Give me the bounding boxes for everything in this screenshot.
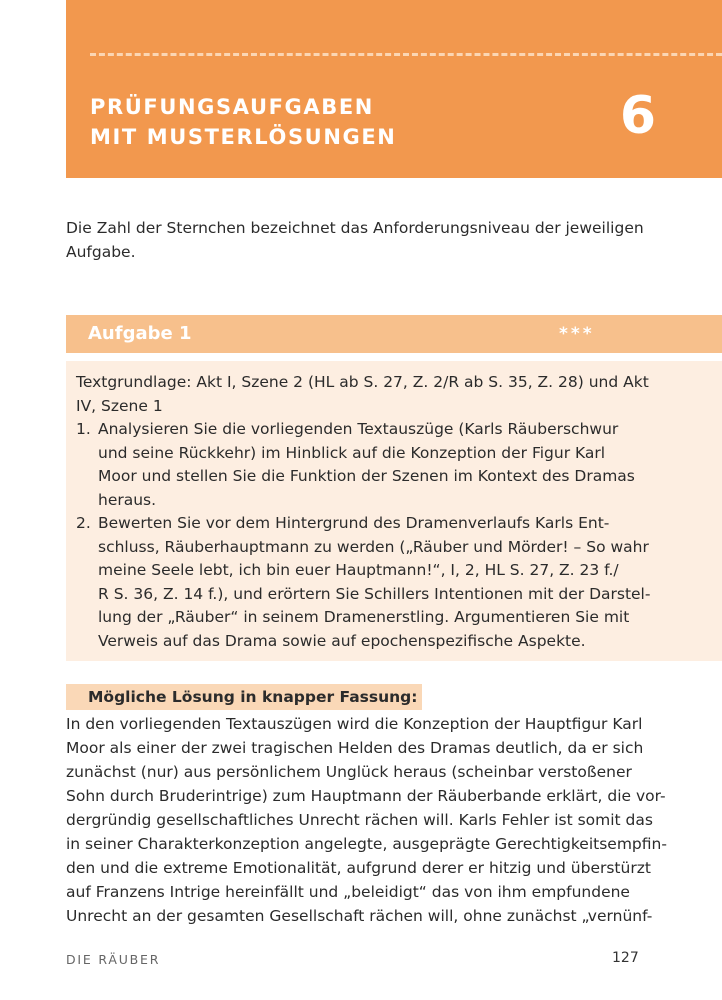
- task-item-line: heraus.: [98, 490, 157, 509]
- solution-line: Unrecht an der gesamten Gesellschaft rächen will, ohne zunächst „vernünf-: [66, 907, 653, 925]
- solution-line: In den vorliegenden Textauszügen wird die Konzeption der Hauptfigur Karl: [66, 715, 643, 733]
- task-item-line: Bewerten Sie vor dem Hintergrund des Dramenverlaufs Karls Ent-: [98, 514, 610, 532]
- solution-line: den und die extreme Emotionalität, aufgrund derer er hitzig und überstürzt: [66, 859, 651, 877]
- solution-line: auf Franzens Intrige hereinfällt und „beleidigt“ das von ihm empfundene: [66, 883, 630, 901]
- task-item: [76, 418, 676, 512]
- task-item-line: Moor und stellen Sie die Funktion der Szenen im Kontext des Dramas: [98, 467, 635, 485]
- task-item-number: 1.: [76, 420, 91, 438]
- header-dashed-divider: [90, 53, 722, 56]
- chapter-title-line: MIT MUSTERLÖSUNGEN: [90, 125, 397, 149]
- task-header-bar: [66, 315, 722, 353]
- task-item-number: 2.: [76, 514, 91, 532]
- task-text: [76, 371, 676, 653]
- task-box: [66, 361, 722, 661]
- solution-line: Moor als einer der zwei tragischen Helden des Dramas deutlich, da er sich: [66, 739, 644, 757]
- chapter-number: 6: [619, 86, 656, 146]
- solution-line: in seiner Charakterkonzeption angelegte, ausgeprägte Gerechtigkeitsempfin-: [66, 835, 667, 853]
- task-item-text: [98, 418, 635, 512]
- task-item-line: schluss, Räuberhauptmann zu werden („Räuber und Mörder! – So wahr: [98, 537, 649, 556]
- task-item: [76, 512, 676, 653]
- solution-heading-box: [66, 684, 422, 710]
- solution-text: [66, 712, 667, 928]
- intro-paragraph: [66, 216, 652, 264]
- text-basis-line: Textgrundlage: Akt I, Szene 2 (HL ab S. 27, Z. 2/R ab S. 35, Z. 28) und Akt: [76, 373, 649, 391]
- task-title: Aufgabe 1: [88, 323, 192, 344]
- task-item-line: lung der „Räuber“ in seinem Dramenerstling. Argumentieren Sie mit: [98, 608, 630, 626]
- task-item-line: meine Seele lebt, ich bin euer Hauptmann!“, I, 2, HL S. 27, Z. 23 f./: [98, 561, 619, 579]
- solution-line: Sohn durch Bruderintrige) zum Hauptmann der Räuberbande erklärt, die vor-: [66, 787, 666, 805]
- intro-line: Die Zahl der Sternchen bezeichnet das Anforderungsniveau der jeweiligen: [66, 219, 644, 237]
- task-item-line: und seine Rückkehr) im Hinblick auf die Konzeption der Figur Karl: [98, 443, 606, 462]
- chapter-title-line: PRÜFUNGSAUFGABEN: [90, 95, 374, 119]
- solution-line: zunächst (nur) aus persönlichem Unglück heraus (scheinbar verstoßener: [66, 763, 632, 781]
- task-item-line: Verweis auf das Drama sowie auf epochenspezifische Aspekte.: [98, 631, 586, 650]
- page-number: 127: [612, 950, 639, 966]
- chapter-title: [90, 92, 396, 152]
- text-basis-line: IV, Szene 1: [76, 396, 163, 415]
- difficulty-stars: ***: [559, 324, 595, 344]
- task-item-text: [98, 512, 650, 653]
- task-item-line: R S. 36, Z. 14 f.), und erörtern Sie Schillers Intentionen mit der Darstel-: [98, 584, 651, 603]
- chapter-header: [66, 0, 722, 178]
- running-footer-title: DIE RÄUBER: [66, 952, 161, 967]
- solution-line: dergründig gesellschaftliches Unrecht rächen will. Karls Fehler ist somit das: [66, 811, 653, 829]
- task-item-line: Analysieren Sie die vorliegenden Textauszüge (Karls Räuberschwur: [98, 420, 619, 438]
- intro-line: Aufgabe.: [66, 243, 136, 261]
- solution-heading: Mögliche Lösung in knapper Fassung:: [88, 688, 418, 706]
